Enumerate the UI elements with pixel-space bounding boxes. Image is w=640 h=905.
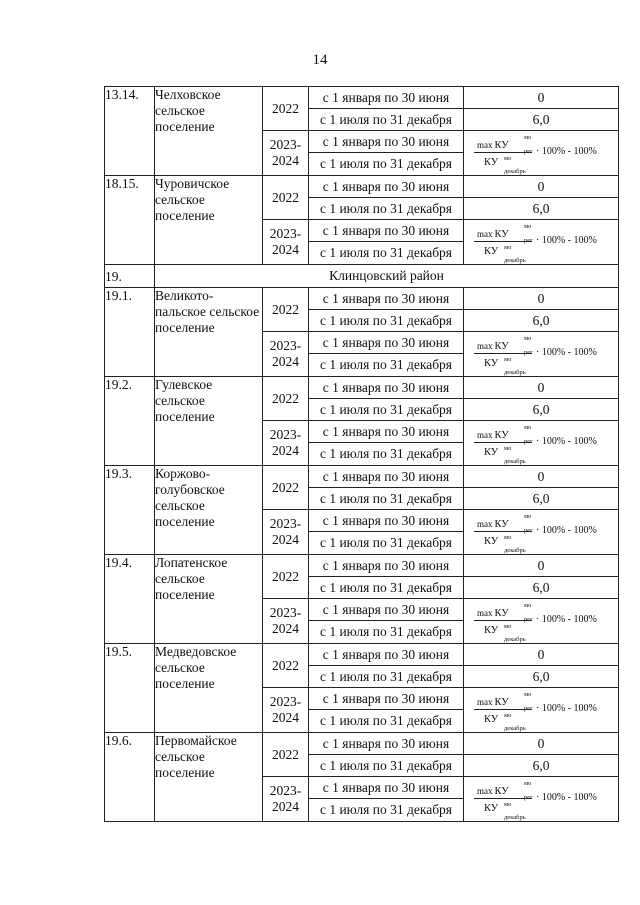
period-first-half: с 1 января по 30 июня — [309, 377, 464, 399]
settlement-name: Гулевское сельское поселение — [155, 377, 263, 466]
growth-formula: max КУ мо рег КУ мо декабрь · 100% - 100% — [474, 135, 604, 171]
table-row — [105, 377, 619, 399]
formula-cell — [464, 777, 619, 822]
table-row — [105, 555, 619, 577]
growth-formula: max КУ мо рег КУ мо декабрь · 100% - 100% — [474, 224, 604, 260]
formula-cell — [464, 599, 619, 644]
year-2022: 2022 — [263, 644, 309, 688]
value-first-half: 0 — [464, 733, 619, 755]
district-name: Клинцовский район — [155, 265, 619, 288]
formula-cell — [464, 421, 619, 466]
growth-formula: max КУ мо рег КУ мо декабрь · 100% - 100% — [474, 692, 604, 728]
settlement-name: Лопатенское сельское поселение — [155, 555, 263, 644]
district-row — [105, 265, 619, 288]
formula-cell — [464, 220, 619, 265]
period-second-half: с 1 июля по 31 декабря — [309, 354, 464, 377]
entry-number: 13.14. — [105, 87, 155, 176]
entry-number: 19.6. — [105, 733, 155, 822]
value-second-half: 6,0 — [464, 109, 619, 131]
table-row — [105, 176, 619, 198]
page-number: 14 — [312, 52, 328, 68]
value-first-half: 0 — [464, 466, 619, 488]
growth-formula: max КУ мо рег КУ мо декабрь · 100% - 100% — [474, 425, 604, 461]
settlement-name: Коржово-голубовское сельское поселение — [155, 466, 263, 555]
period-second-half: с 1 июля по 31 декабря — [309, 755, 464, 777]
years-2023-2024: 2023-2024 — [263, 220, 309, 265]
settlement-name: Челховское сельское поселение — [155, 87, 263, 176]
settlement-name: Первомайское сельское поселение — [155, 733, 263, 822]
entry-number: 19.4. — [105, 555, 155, 644]
period-second-half: с 1 июля по 31 декабря — [309, 443, 464, 466]
period-first-half: с 1 января по 30 июня — [309, 777, 464, 799]
growth-formula: max КУ мо рег КУ мо декабрь · 100% - 100% — [474, 603, 604, 639]
value-second-half: 6,0 — [464, 577, 619, 599]
period-first-half: с 1 января по 30 июня — [309, 466, 464, 488]
entry-number: 19.3. — [105, 466, 155, 555]
table-row — [105, 466, 619, 488]
period-second-half: с 1 июля по 31 декабря — [309, 310, 464, 332]
years-2023-2024: 2023-2024 — [263, 688, 309, 733]
table-row — [105, 87, 619, 109]
period-second-half: с 1 июля по 31 декабря — [309, 109, 464, 131]
period-first-half: с 1 января по 30 июня — [309, 510, 464, 532]
settlement-name: Великото-пальское сельское поселение — [155, 288, 263, 377]
period-second-half: с 1 июля по 31 декабря — [309, 621, 464, 644]
value-second-half: 6,0 — [464, 666, 619, 688]
year-2022: 2022 — [263, 288, 309, 332]
period-first-half: с 1 января по 30 июня — [309, 288, 464, 310]
period-first-half: с 1 января по 30 июня — [309, 220, 464, 242]
growth-formula: max КУ мо рег КУ мо декабрь · 100% - 100% — [474, 336, 604, 372]
formula-cell — [464, 510, 619, 555]
entry-number: 18.15. — [105, 176, 155, 265]
years-2023-2024: 2023-2024 — [263, 421, 309, 466]
period-first-half: с 1 января по 30 июня — [309, 332, 464, 354]
value-first-half: 0 — [464, 644, 619, 666]
period-first-half: с 1 января по 30 июня — [309, 555, 464, 577]
period-second-half: с 1 июля по 31 декабря — [309, 198, 464, 220]
period-second-half: с 1 июля по 31 декабря — [309, 242, 464, 265]
value-second-half: 6,0 — [464, 198, 619, 220]
period-first-half: с 1 января по 30 июня — [309, 599, 464, 621]
years-2023-2024: 2023-2024 — [263, 131, 309, 176]
period-second-half: с 1 июля по 31 декабря — [309, 710, 464, 733]
years-2023-2024: 2023-2024 — [263, 777, 309, 822]
district-number: 19. — [105, 265, 155, 288]
formula-cell — [464, 332, 619, 377]
years-2023-2024: 2023-2024 — [263, 599, 309, 644]
years-2023-2024: 2023-2024 — [263, 332, 309, 377]
period-second-half: с 1 июля по 31 декабря — [309, 532, 464, 555]
period-first-half: с 1 января по 30 июня — [309, 131, 464, 153]
table-row — [105, 288, 619, 310]
value-first-half: 0 — [464, 555, 619, 577]
year-2022: 2022 — [263, 377, 309, 421]
growth-formula: max КУ мо рег КУ мо декабрь · 100% - 100% — [474, 514, 604, 550]
year-2022: 2022 — [263, 555, 309, 599]
year-2022: 2022 — [263, 466, 309, 510]
period-first-half: с 1 января по 30 июня — [309, 688, 464, 710]
tariff-table — [104, 86, 619, 822]
settlement-name: Медведовское сельское поселение — [155, 644, 263, 733]
period-second-half: с 1 июля по 31 декабря — [309, 153, 464, 176]
value-first-half: 0 — [464, 377, 619, 399]
year-2022: 2022 — [263, 733, 309, 777]
period-second-half: с 1 июля по 31 декабря — [309, 799, 464, 822]
period-second-half: с 1 июля по 31 декабря — [309, 666, 464, 688]
formula-cell — [464, 131, 619, 176]
period-second-half: с 1 июля по 31 декабря — [309, 399, 464, 421]
table-row — [105, 733, 619, 755]
entry-number: 19.5. — [105, 644, 155, 733]
value-second-half: 6,0 — [464, 488, 619, 510]
entry-number: 19.1. — [105, 288, 155, 377]
year-2022: 2022 — [263, 176, 309, 220]
value-first-half: 0 — [464, 288, 619, 310]
period-first-half: с 1 января по 30 июня — [309, 87, 464, 109]
period-first-half: с 1 января по 30 июня — [309, 176, 464, 198]
period-first-half: с 1 января по 30 июня — [309, 733, 464, 755]
value-second-half: 6,0 — [464, 399, 619, 421]
period-second-half: с 1 июля по 31 декабря — [309, 488, 464, 510]
period-first-half: с 1 января по 30 июня — [309, 421, 464, 443]
value-first-half: 0 — [464, 87, 619, 109]
settlement-name: Чуровичское сельское поселение — [155, 176, 263, 265]
period-first-half: с 1 января по 30 июня — [309, 644, 464, 666]
formula-cell — [464, 688, 619, 733]
value-first-half: 0 — [464, 176, 619, 198]
table-row — [105, 644, 619, 666]
value-second-half: 6,0 — [464, 310, 619, 332]
period-second-half: с 1 июля по 31 декабря — [309, 577, 464, 599]
year-2022: 2022 — [263, 87, 309, 131]
entry-number: 19.2. — [105, 377, 155, 466]
value-second-half: 6,0 — [464, 755, 619, 777]
years-2023-2024: 2023-2024 — [263, 510, 309, 555]
growth-formula: max КУ мо рег КУ мо декабрь · 100% - 100% — [474, 781, 604, 817]
